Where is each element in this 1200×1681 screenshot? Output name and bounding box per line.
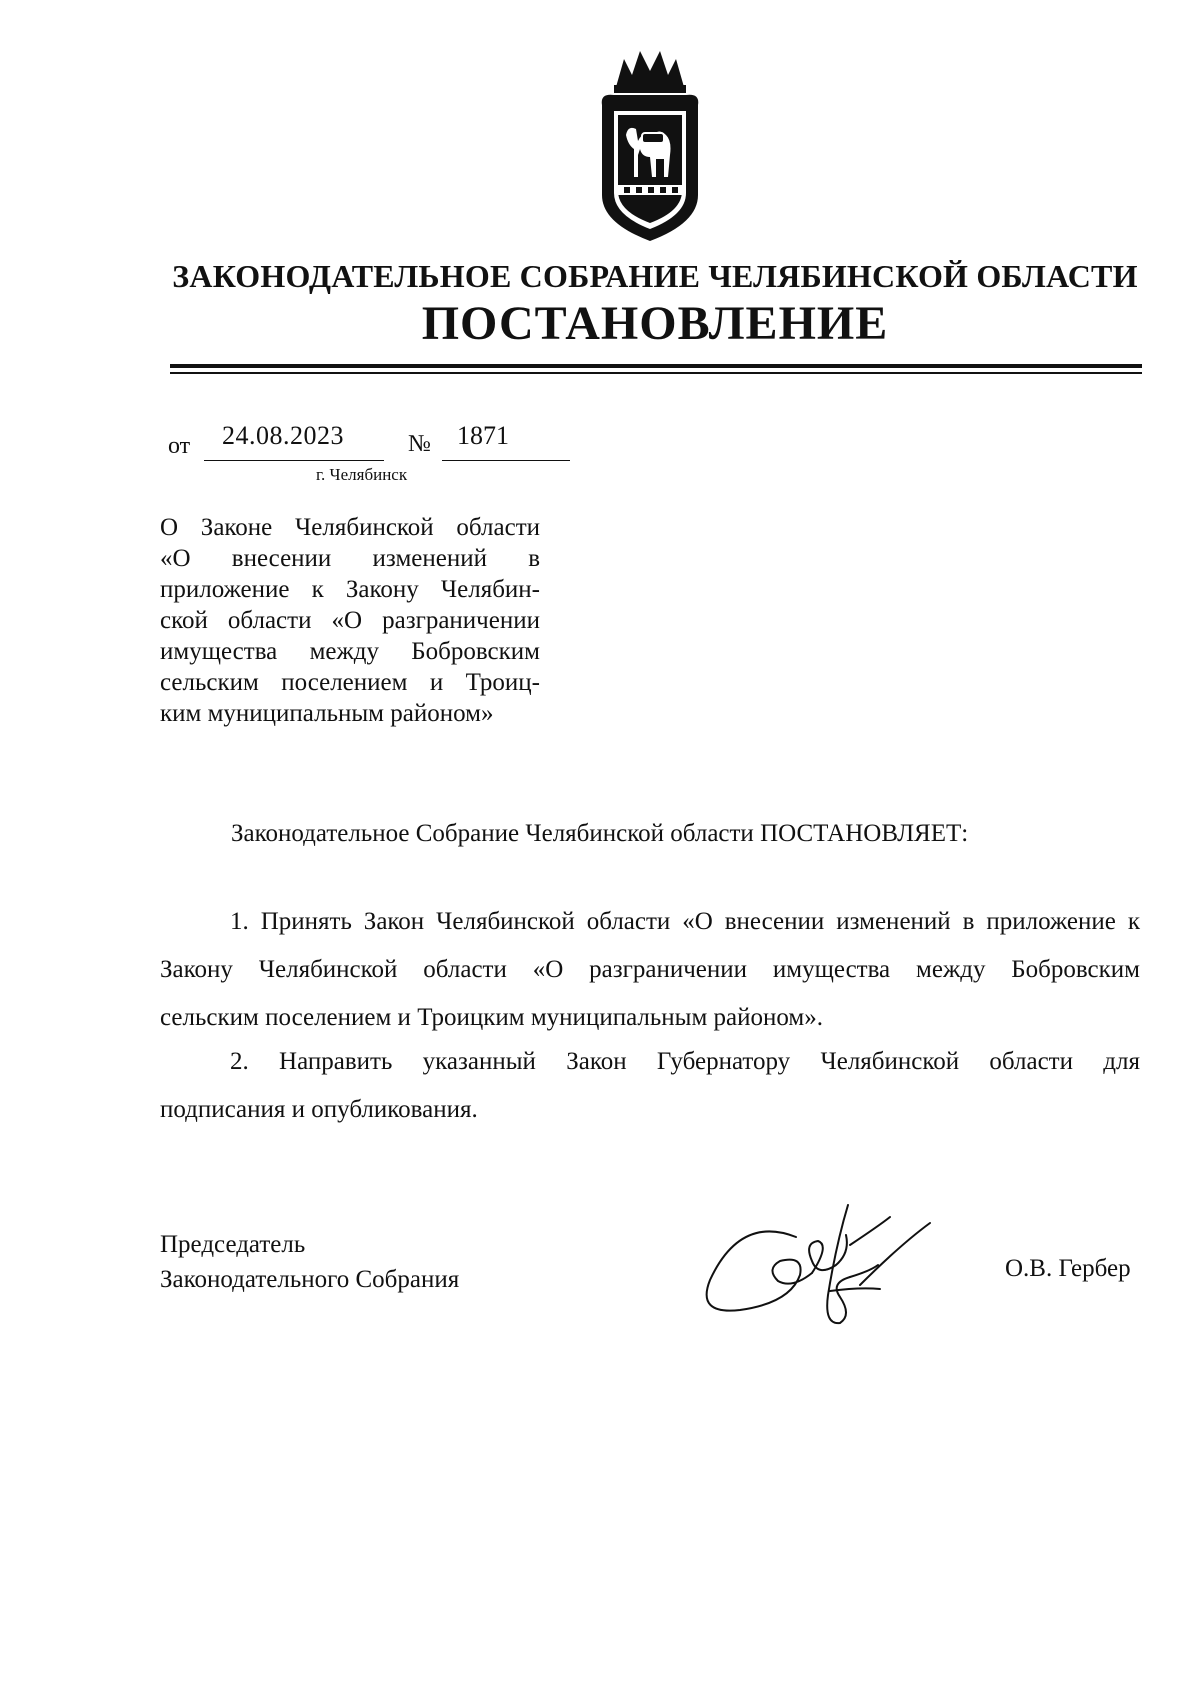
- decree-paragraph-1: [160, 898, 1140, 1042]
- number-sign: №: [408, 431, 431, 457]
- paragraph-line: 1. Принять Закон Челябинской области «О внесении изменений в приложение к: [230, 908, 1140, 935]
- subject-line: приложение к Закону Челябин-: [160, 576, 540, 603]
- signatory-title: [160, 1227, 459, 1297]
- document-date: 24.08.2023: [222, 421, 344, 450]
- paragraph-line: подписания и опубликования.: [160, 1096, 478, 1123]
- signatory-title-line: Председатель: [160, 1231, 306, 1258]
- document-city: г. Челябинск: [316, 465, 408, 484]
- date-prefix-label: от: [168, 433, 191, 459]
- header-rule-thick: [170, 364, 1142, 368]
- document-type-title: ПОСТАНОВЛЕНИЕ: [421, 297, 889, 350]
- number-underline: [442, 460, 570, 461]
- subject-line: ской области «О разграничении: [160, 607, 540, 634]
- document-subject: [160, 512, 540, 729]
- subject-line: сельским поселением и Троиц-: [160, 669, 540, 696]
- decree-intro: Законодательное Собрание Челябинской области ПОСТАНОВЛЯЕТ:: [231, 820, 969, 847]
- handwritten-signature: [700, 1185, 970, 1345]
- subject-line: имущества между Бобровским: [160, 638, 540, 665]
- signatory-name: О.В. Гербер: [1005, 1255, 1131, 1282]
- subject-line: О Законе Челябинской области: [160, 514, 540, 541]
- decree-paragraph-2: [160, 1038, 1140, 1134]
- coat-of-arms-emblem: [580, 45, 720, 245]
- header-rule-thin: [170, 372, 1142, 374]
- organization-name: ЗАКОНОДАТЕЛЬНОЕ СОБРАНИЕ ЧЕЛЯБИНСКОЙ ОБЛАСТИ: [172, 258, 1138, 294]
- paragraph-line: сельским поселением и Троицким муниципальным районом».: [160, 1004, 823, 1031]
- paragraph-line: 2. Направить указанный Закон Губернатору Челябинской области для: [230, 1048, 1140, 1075]
- paragraph-line: Закону Челябинской области «О разграничении имущества между Бобровским: [160, 956, 1140, 983]
- subject-line: ким муниципальным районом»: [160, 700, 494, 727]
- crown-icon: [614, 51, 686, 93]
- signatory-title-line: Законодательного Собрания: [160, 1266, 460, 1293]
- subject-line: «О внесении изменений в: [160, 545, 540, 572]
- document-number: 1871: [457, 421, 509, 450]
- date-underline: [204, 460, 384, 461]
